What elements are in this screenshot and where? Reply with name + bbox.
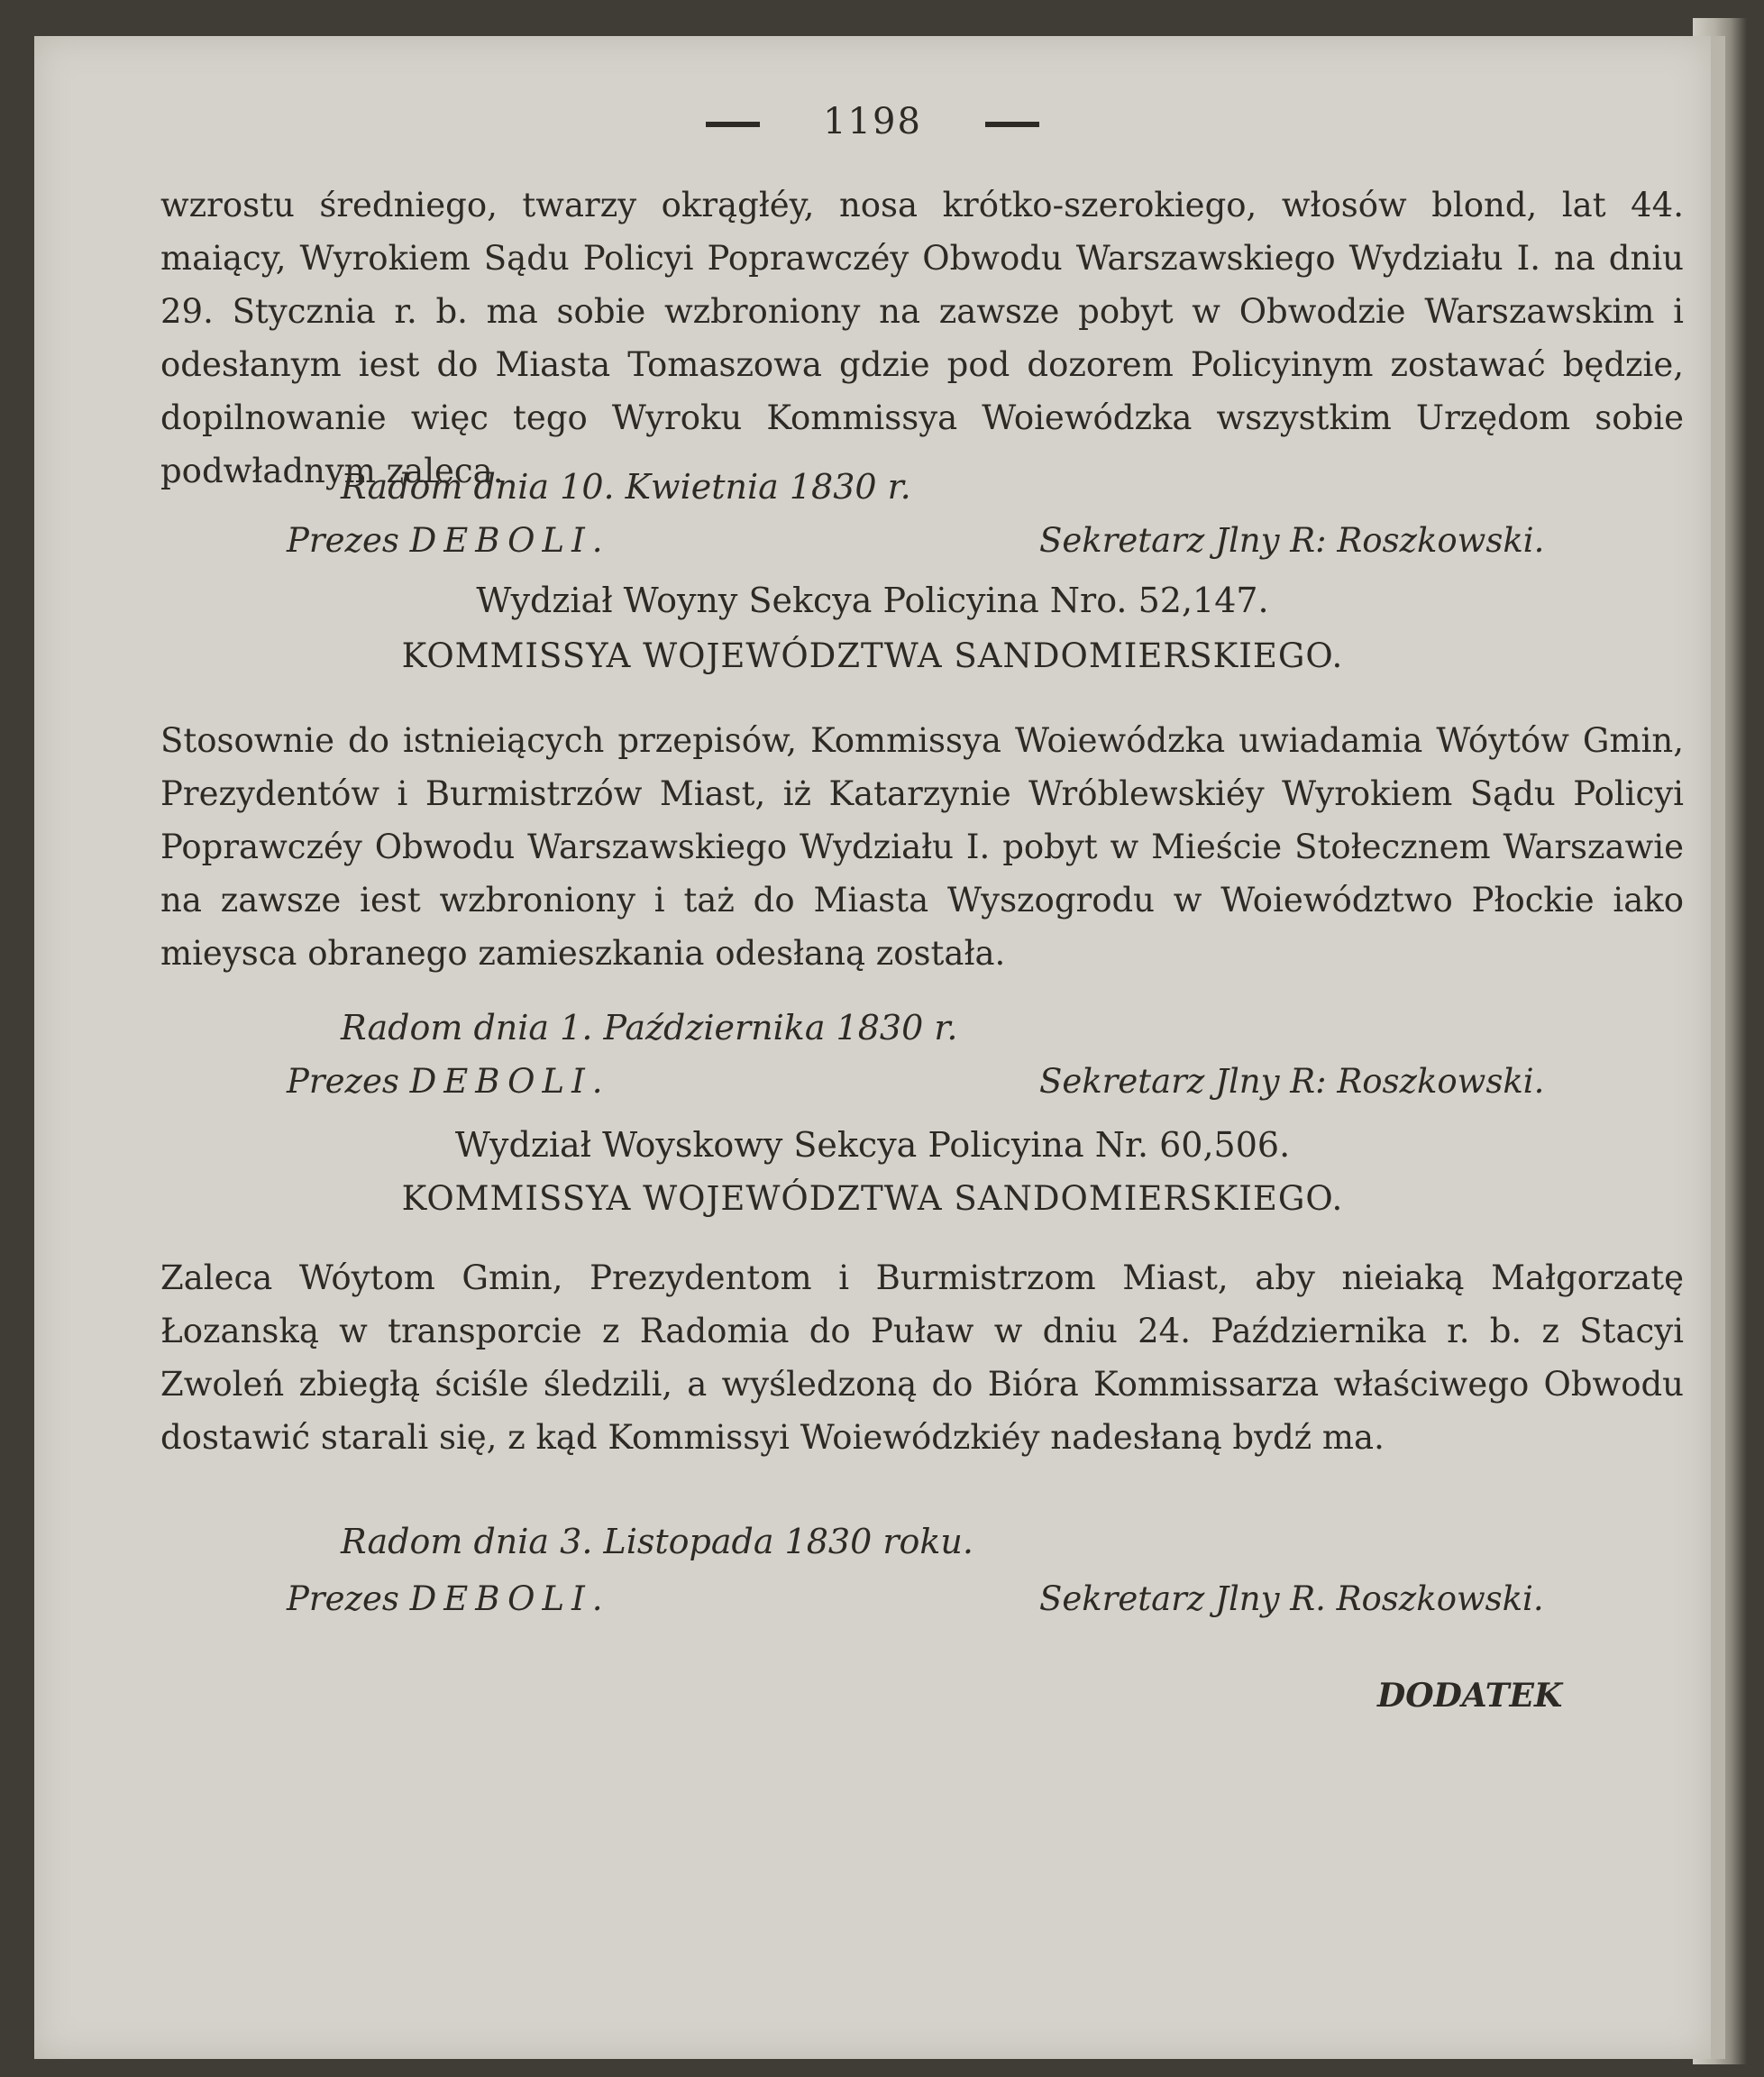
- section2-date: Radom dnia 1. Października 1830 r.: [341, 1008, 958, 1048]
- intro-prezes: [287, 521, 609, 560]
- prezes-label: Prezes: [287, 1579, 399, 1618]
- catchword: DODATEK: [1377, 1677, 1563, 1715]
- intro-date: Radom dnia 10. Kwietnia 1830 r.: [341, 467, 911, 507]
- prezes-label: Prezes: [287, 1062, 399, 1101]
- header-dash-left: [706, 122, 760, 127]
- section2-prezes: [287, 1062, 609, 1101]
- section2-paragraph: Stosownie do istnieiących przepisów, Kommissya Woiewódzka uwiadamia Wóytów Gmin, Prezydentów i Burmistrzów Miast, iż Katarzynie Wróblewskiéy Wyrokiem Sądu Policyi Poprawczéy Obwodu Warszawskiego Wydziału I. pobyt w Mieście Stołecznem Warszawie na zawsze iest wzbroniony i taż do Miasta Wyszogrodu w Woiewództwo Płockie iako mieysca obranego zamieszkania odesłaną została.: [160, 721, 1684, 973]
- header-dash-right: [985, 122, 1039, 127]
- section2-secretary: Sekretarz Jlny R: Roszkowski.: [1039, 1062, 1545, 1101]
- intro-paragraph: wzrostu średniego, twarzy okrągłéy, nosa krótko-szerokiego, włosów blond, lat 44. maiący, Wyrokiem Sądu Policyi Poprawczéy Obwodu Warszawskiego Wydziału I. na dniu 29. Stycznia r. b. ma sobie wzbroniony na zawsze pobyt w Obwodzie Warszawskim i odesłanym iest do Miasta Tomaszowa gdzie pod dozorem Policyinym zostawać będzie, dopilnowanie więc tego Wyroku Kommissya Woiewódzka wszystkim Urzędom sobie podwładnym zaleca.: [160, 186, 1684, 490]
- section3-prezes: [287, 1579, 609, 1618]
- document-page: [34, 36, 1725, 2059]
- section3-title: KOMMISSYA WOJEWÓDZTWA SANDOMIERSKIEGO.: [401, 1179, 1344, 1218]
- section3-paragraph: Zaleca Wóytom Gmin, Prezydentom i Burmistrzom Miast, aby nieiaką Małgorzatę Łozanską w transporcie z Radomia do Puław w dniu 24. Października r. b. z Stacyi Zwoleń zbiegłą ściśle śledzili, a wyśledzoną do Bióra Kommissarza właściwego Obwodu dostawić starali się, z kąd Kommissyi Woiewódzkiéy nadesłaną bydź ma.: [160, 1258, 1684, 1457]
- section3-heading: Wydział Woyskowy Sekcya Policyina Nr. 60,506.: [454, 1125, 1291, 1165]
- section2-title: KOMMISSYA WOJEWÓDZTWA SANDOMIERSKIEGO.: [401, 636, 1344, 675]
- prezes-name: DEBOLI.: [409, 521, 610, 560]
- section2-heading: Wydział Woyny Sekcya Policyina Nro. 52,147.: [476, 581, 1269, 620]
- section3-secretary: Sekretarz Jlny R. Roszkowski.: [1039, 1579, 1544, 1618]
- prezes-name: DEBOLI.: [409, 1579, 610, 1618]
- prezes-name: DEBOLI.: [409, 1062, 610, 1101]
- page-header: [34, 101, 1711, 142]
- section3-date: Radom dnia 3. Listopada 1830 roku.: [341, 1522, 973, 1561]
- page-number: 1198: [823, 101, 922, 142]
- prezes-label: Prezes: [287, 521, 399, 560]
- intro-secretary: Sekretarz Jlny R: Roszkowski.: [1039, 521, 1545, 560]
